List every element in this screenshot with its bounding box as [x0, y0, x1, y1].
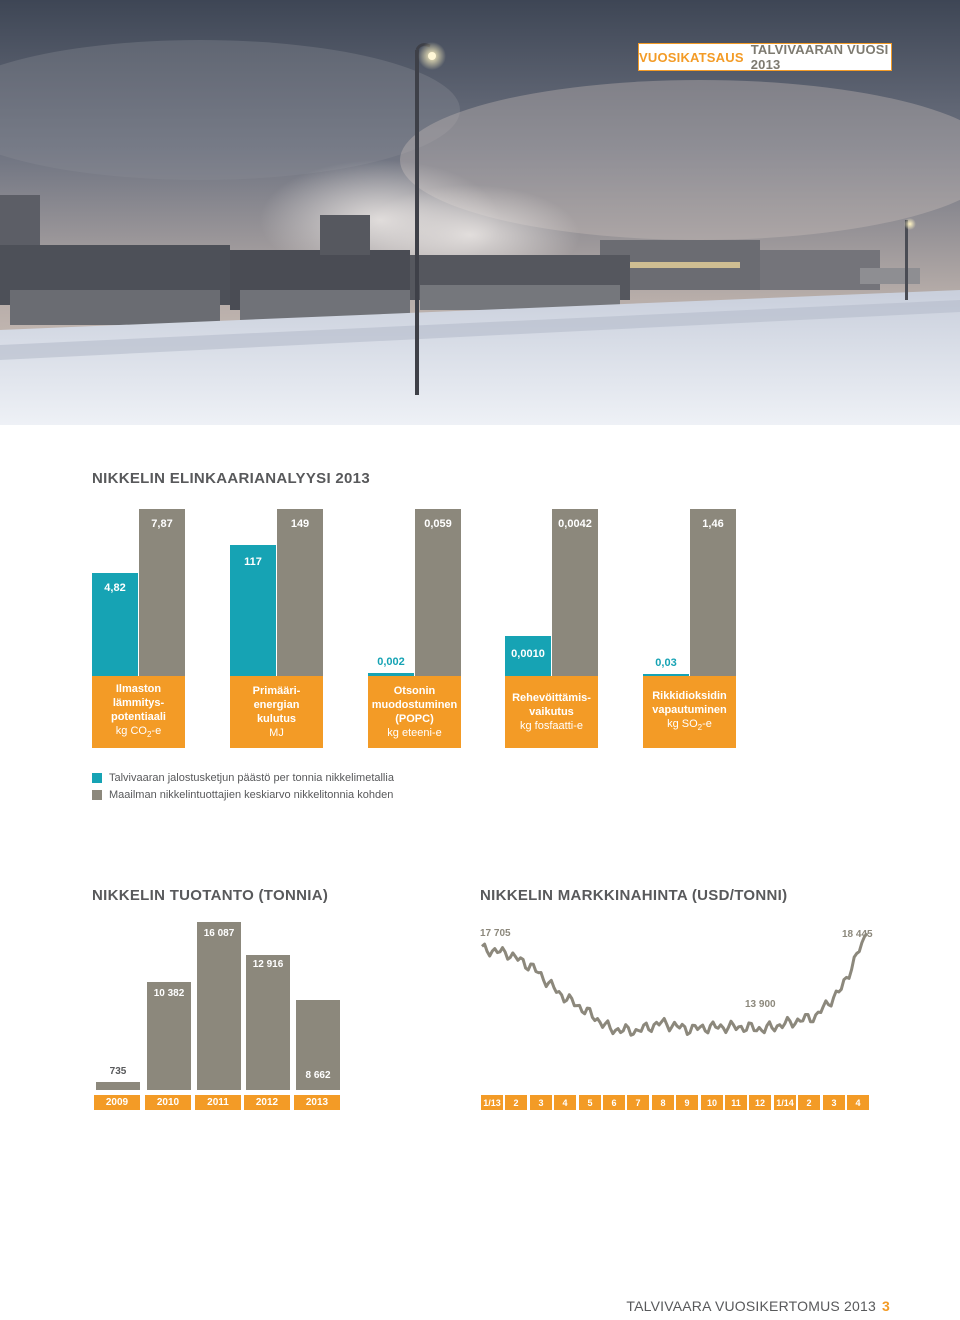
- lca-bar-world-2: [277, 509, 323, 676]
- price-chart-title: NIKKELIN MARKKINAHINTA (USD/TONNI): [480, 887, 788, 904]
- lca-category-2-line-3: kulutus: [256, 713, 297, 725]
- lca-category-4: [505, 676, 598, 748]
- price-month-13: 1/14: [774, 1095, 796, 1110]
- lca-value-talvivaara-2: 117: [244, 556, 262, 568]
- price-month-2: 2: [505, 1095, 527, 1110]
- price-mid-label: 13 900: [745, 999, 776, 1010]
- lca-value-world-2: 149: [290, 518, 310, 530]
- production-year-2011: 2011: [195, 1095, 241, 1110]
- lca-category-2-unit: MJ: [269, 727, 284, 739]
- legend-label-talvivaara: Talvivaaran jalostusketjun päästö per tonnia nikkelimetallia: [109, 772, 394, 784]
- production-bar-2012: [246, 955, 290, 1090]
- production-bar-2011: [197, 922, 241, 1090]
- production-value-2012: 12 916: [252, 959, 284, 970]
- lca-category-5-line-1: Rikkidioksidin: [652, 689, 727, 702]
- lca-category-4-line-2: vaikutus: [529, 706, 574, 718]
- legend-item-talvivaara: [92, 772, 394, 784]
- page-footer: [626, 1298, 890, 1314]
- lca-category-4-line-1: Rehevöittämis-: [512, 692, 591, 704]
- badge-title: TALVIVAARAN VUOSI 2013: [750, 42, 889, 72]
- lca-value-world-1: 7,87: [151, 518, 173, 530]
- production-bar-2009: [96, 1082, 140, 1090]
- lca-value-talvivaara-1: 4,82: [104, 582, 126, 594]
- lca-category-1-line-3: potentiaali: [110, 710, 166, 723]
- price-month-8: 8: [652, 1095, 674, 1110]
- lca-category-2-line-2: energian: [253, 699, 300, 711]
- lca-category-4-unit: kg fosfaatti-e: [520, 720, 583, 732]
- lca-legend: [92, 772, 394, 801]
- lca-category-3-line-2: muodostuminen: [371, 699, 458, 711]
- page-number: 3: [882, 1298, 890, 1314]
- lca-value-world-3: 0,059: [424, 518, 452, 530]
- lca-category-1-unit: kg $CO_2-e$: [115, 724, 162, 740]
- price-month-11: 11: [725, 1095, 747, 1110]
- lca-value-talvivaara-3: 0,002: [377, 656, 405, 668]
- footer-report-title: TALVIVAARA VUOSIKERTOMUS 2013: [626, 1298, 876, 1314]
- price-month-7: 7: [627, 1095, 649, 1110]
- lca-category-5-line-2: vapautuminen: [652, 703, 727, 716]
- price-month-14: 2: [798, 1095, 820, 1110]
- lca-bar-world-1: [139, 509, 185, 676]
- legend-swatch-grey: [92, 790, 102, 800]
- production-year-2012: 2012: [244, 1095, 290, 1110]
- lca-category-5-unit: kg $SO_2-e$: [667, 717, 712, 733]
- price-month-10: 10: [701, 1095, 723, 1110]
- legend-item-world: [92, 789, 394, 801]
- price-month-16: 4: [847, 1095, 869, 1110]
- lca-value-talvivaara-4: 0,0010: [511, 648, 545, 660]
- price-start-label: 17 705: [480, 928, 511, 939]
- price-series-line: [482, 933, 867, 1035]
- price-month-15: 3: [823, 1095, 845, 1110]
- price-month-1: 1/13: [481, 1095, 503, 1110]
- production-chart-title: NIKKELIN TUOTANTO (TONNIA): [92, 887, 329, 904]
- lca-category-1-line-1: Ilmaston: [115, 682, 162, 695]
- lca-category-5: [643, 676, 736, 748]
- lca-category-1: [92, 676, 185, 748]
- price-chart: [480, 918, 870, 1093]
- price-month-6: 6: [603, 1095, 625, 1110]
- lca-bar-world-3: [415, 509, 461, 676]
- price-month-12: 12: [749, 1095, 771, 1110]
- lca-value-world-4: 0,0042: [558, 518, 592, 530]
- lca-value-world-5: 1,46: [702, 518, 724, 530]
- price-month-3: 3: [530, 1095, 552, 1110]
- lca-chart-title: NIKKELIN ELINKAARIANALYYSI 2013: [92, 470, 370, 487]
- lca-bar-world-5: [690, 509, 736, 676]
- production-value-2010: 10 382: [153, 988, 185, 999]
- lca-bar-world-4: [552, 509, 598, 676]
- price-month-9: 9: [676, 1095, 698, 1110]
- lca-category-3-unit: kg eteeni-e: [387, 727, 442, 739]
- legend-label-world: Maailman nikkelintuottajien keskiarvo nikkelitonnia kohden: [109, 789, 394, 801]
- lca-value-talvivaara-5: 0,03: [655, 657, 677, 669]
- production-value-2009: 735: [109, 1066, 127, 1077]
- production-year-2010: 2010: [145, 1095, 191, 1110]
- lca-category-1-line-2: lämmitys-: [112, 696, 165, 709]
- lca-category-3-line-3: (POPC): [395, 713, 434, 725]
- badge-section-label: VUOSIKATSAUS: [639, 49, 744, 65]
- price-end-label: 18 445: [842, 929, 873, 940]
- production-year-2013: 2013: [294, 1095, 340, 1110]
- production-value-2011: 16 087: [203, 928, 235, 939]
- production-value-2013: 8 662: [305, 1070, 331, 1081]
- lca-category-3-line-1: Otsonin: [393, 685, 436, 697]
- lca-category-2: [230, 676, 323, 748]
- price-line-svg: [480, 918, 870, 1093]
- price-month-5: 5: [579, 1095, 601, 1110]
- lca-category-3: [368, 676, 461, 748]
- price-month-4: 4: [554, 1095, 576, 1110]
- lca-category-2-line-1: Primääri-: [252, 685, 301, 697]
- production-year-2009: 2009: [94, 1095, 140, 1110]
- legend-swatch-teal: [92, 773, 102, 783]
